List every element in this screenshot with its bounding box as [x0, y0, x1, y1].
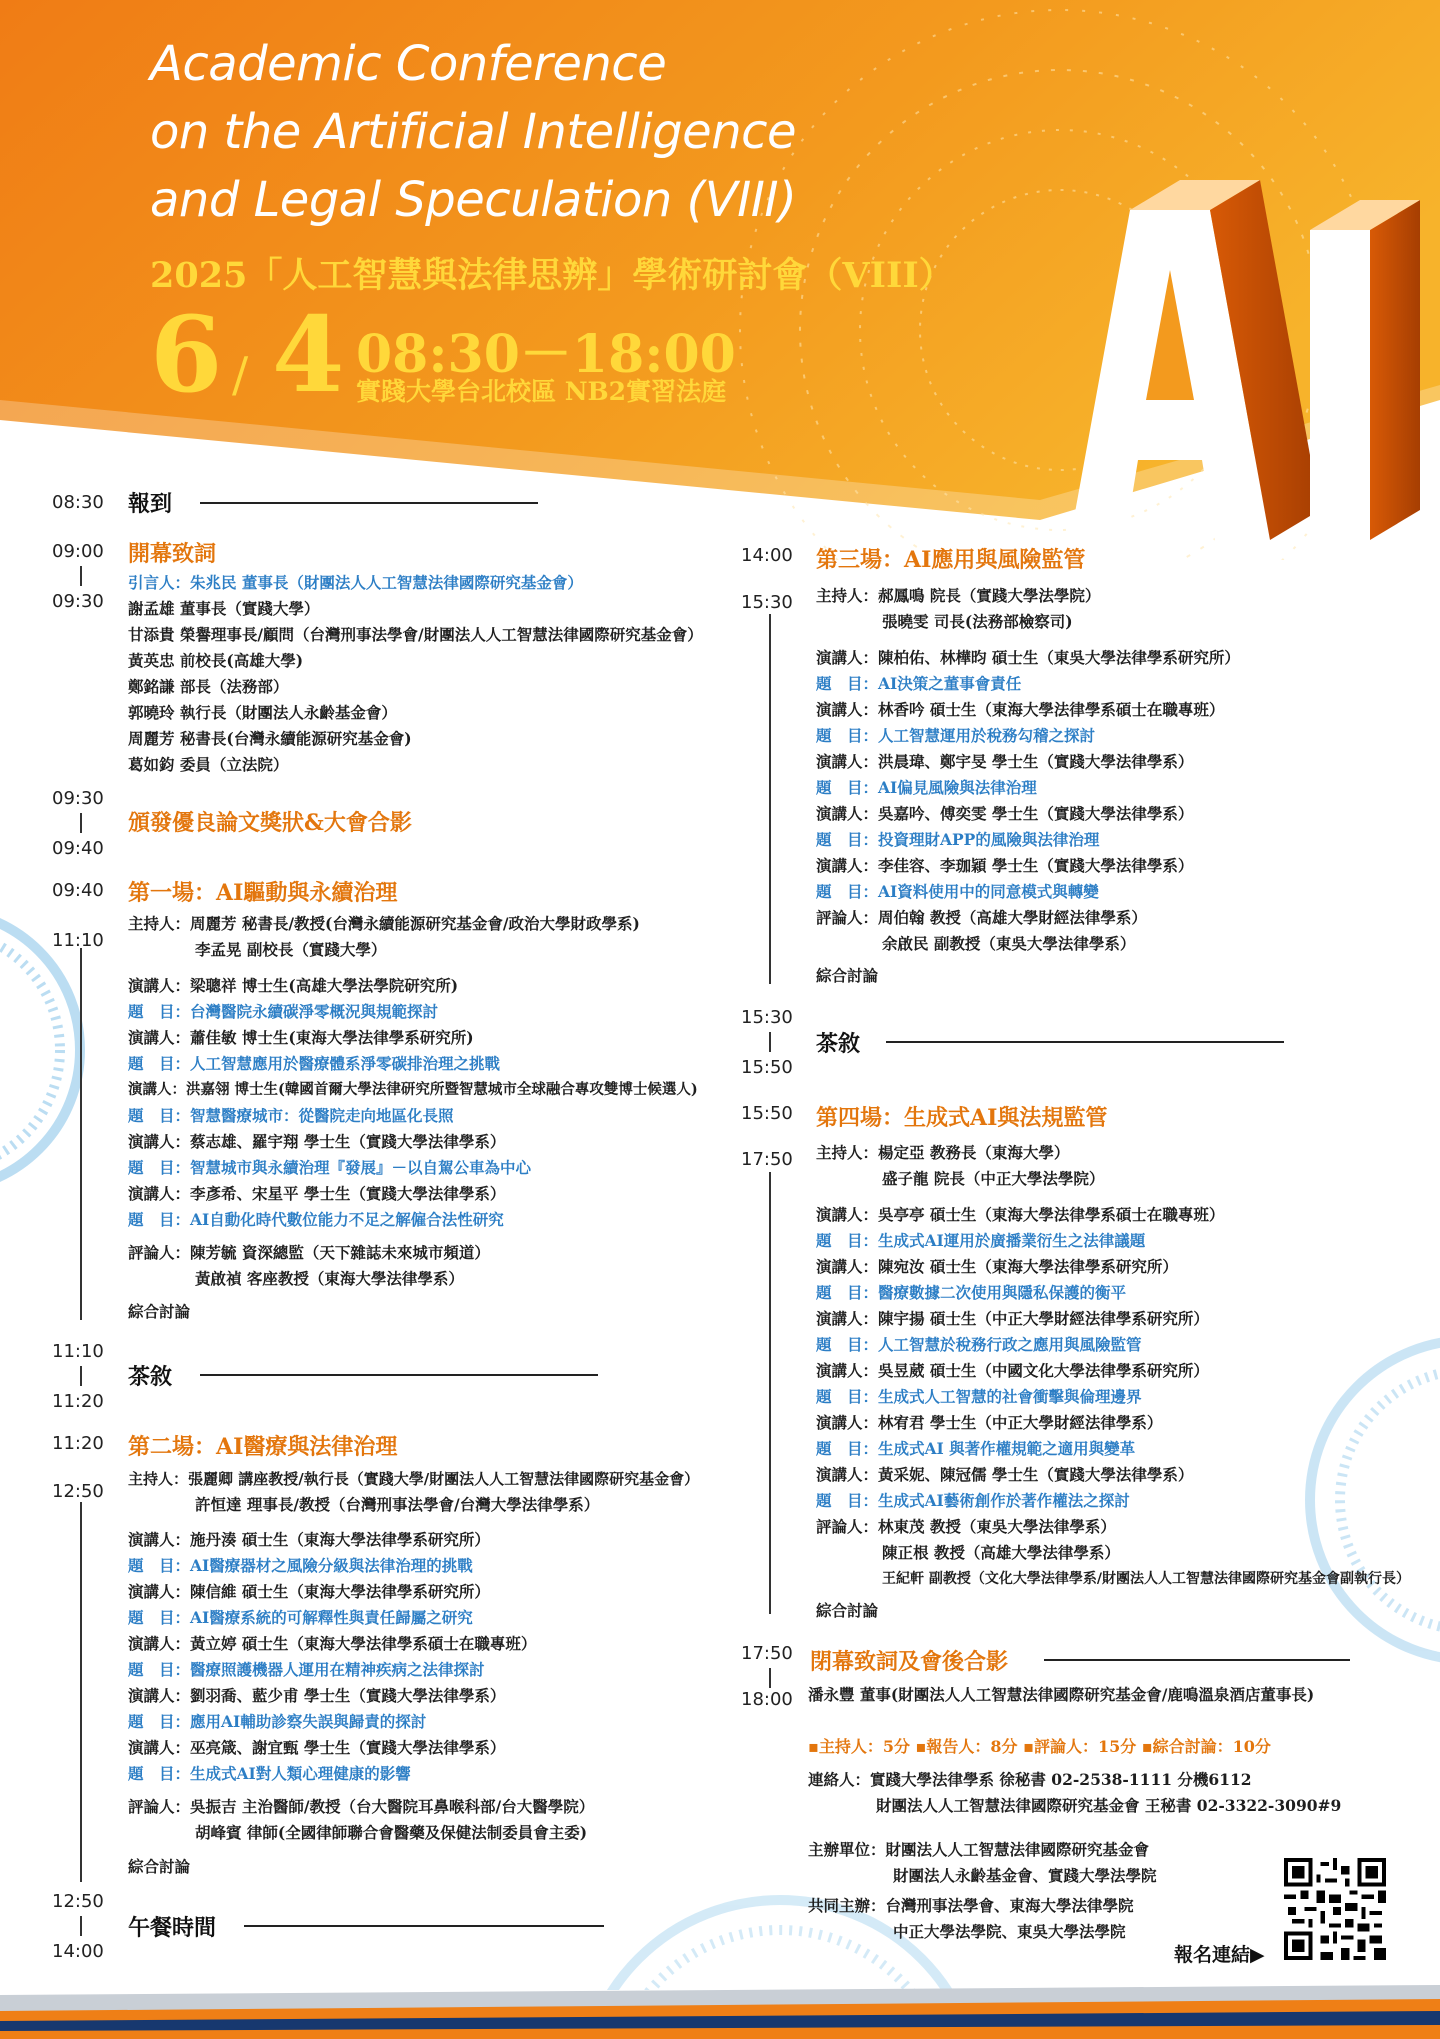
date-day: 4 [272, 293, 345, 416]
session1-speaker: 演講人：蔡志雄、羅宇翔 學士生（實踐大學法律學系） [128, 1132, 506, 1151]
session2-speaker: 演講人：陳信維 碩士生（東海大學法律學系研究所） [128, 1582, 490, 1601]
time-label: 11:20 [52, 1391, 104, 1412]
qr-code-icon[interactable] [1284, 1858, 1386, 1960]
timeline-line [769, 614, 771, 984]
session2-reviewer: 評論人：吳振吉 主治醫師/教授（台大醫院耳鼻喉科部/台大醫學院） [128, 1797, 595, 1816]
opening-speaker: 鄭銘謙 部長（法務部） [128, 677, 289, 696]
header-banner [0, 0, 1440, 560]
session1-speaker: 演講人：梁聰祥 博士生(高雄大學法學院研究所) [128, 976, 459, 995]
session1-reviewer: 黃啟禎 客座教授（東海大學法律學系） [195, 1269, 464, 1288]
session4-host: 盛子龍 院長（中正大學法學院） [882, 1169, 1105, 1188]
session2-topic: 題 目：AI醫療系統的可解釋性與責任歸屬之研究 [128, 1608, 473, 1627]
opening-speaker: 郭曉玲 執行長（財團法人永齡基金會） [128, 703, 397, 722]
contact-info: 連絡人：實踐大學法律學系 徐秘書 02-2538-1111 分機6112 [808, 1770, 1252, 1789]
time-label: 18:00 [741, 1689, 793, 1710]
tea-break-title: 茶敘 [816, 1031, 861, 1057]
co-organizer-info: 共同主辦：台灣刑事法學會、東海大學法律學院 [808, 1896, 1134, 1915]
session2-topic: 題 目：醫療照護機器人運用在精神疾病之法律探討 [128, 1660, 485, 1679]
session3-topic: 題 目：人工智慧運用於稅務勾稽之探討 [816, 726, 1096, 745]
opening-moderator: 引言人：朱兆民 董事長（財團法人人工智慧法律國際研究基金會） [128, 573, 583, 592]
event-time: 08:30－18:00 [356, 324, 736, 385]
registration-link[interactable]: 報名連結▶ [1174, 1944, 1265, 1966]
time-label: 14:00 [741, 545, 793, 566]
session3-speaker: 演講人：吳嘉吟、傅奕雯 學士生（實踐大學法律學系） [816, 804, 1194, 823]
ai-3d-logo-icon [1010, 150, 1440, 540]
session2-host: 主持人：張麗卿 講座教授/執行長（實踐大學/財團法人人工智慧法律國際研究基金會） [128, 1470, 700, 1488]
time-label: 09:30 [52, 788, 104, 809]
time-label: 09:00 [52, 541, 104, 562]
opening-speaker: 甘添貴 榮譽理事長/顧問（台灣刑事法學會/財團法人人工智慧法律國際研究基金會） [128, 625, 703, 644]
divider-line [244, 1925, 604, 1927]
organizer-info: 主辦單位：財團法人人工智慧法律國際研究基金會 [808, 1840, 1150, 1859]
session4-host: 主持人：楊定亞 教務長（東海大學） [816, 1143, 1070, 1162]
session4-speaker: 演講人：黃采妮、陳冠儒 學士生（實踐大學法律學系） [816, 1465, 1194, 1484]
session1-topic: 題 目：台灣醫院永續碳淨零概況與規範探討 [128, 1002, 439, 1021]
contact-info: 財團法人人工智慧法律國際研究基金會 王秘書 02-3322-3090#9 [876, 1796, 1342, 1815]
timeline-line [769, 1032, 771, 1052]
session4-topic: 題 目：人工智慧於稅務行政之應用與風險監管 [816, 1335, 1142, 1354]
session4-topic: 題 目：生成式AI 與著作權規範之適用與變革 [816, 1439, 1136, 1458]
session4-reviewer: 評論人：林東茂 教授（東吳大學法律學系） [816, 1517, 1116, 1536]
footer-wave-decoration [0, 1985, 1440, 2039]
session2-speaker: 演講人：劉羽喬、藍少甫 學士生（實踐大學法律學系） [128, 1686, 506, 1705]
session4-speaker: 演講人：吳亭亭 碩士生（東海大學法律學系碩士在職專班） [816, 1205, 1225, 1224]
session4-reviewer: 王紀軒 副教授（文化大學法律學系/財團法人人工智慧法律國際研究基金會副執行長） [882, 1571, 1410, 1587]
session2-discussion: 綜合討論 [128, 1857, 191, 1876]
time-label: 11:20 [52, 1433, 104, 1454]
session1-host: 主持人：周麗芳 秘書長/教授(台灣永續能源研究基金會/政治大學財政學系) [128, 914, 640, 933]
session3-topic: 題 目：AI決策之董事會責任 [816, 674, 1022, 693]
registration-title: 報到 [128, 491, 173, 517]
timeline-line [80, 1366, 82, 1386]
english-title-line: on the Artificial Intelligence [150, 104, 797, 160]
opening-speaker: 葛如鈞 委員（立法院） [128, 755, 289, 774]
session3-speaker: 演講人：洪晨瑋、鄭宇旻 學士生（實踐大學法律學系） [816, 752, 1194, 771]
timeline-line [80, 566, 82, 586]
session4-discussion: 綜合討論 [816, 1601, 879, 1620]
session2-title: 第二場：AI醫療與法律治理 [128, 1434, 398, 1460]
time-label: 14:00 [52, 1941, 104, 1962]
session3-speaker: 演講人：李佳容、李珈穎 學士生（實踐大學法律學系） [816, 856, 1194, 875]
session4-topic: 題 目：生成式AI藝術創作於著作權法之探討 [816, 1491, 1130, 1510]
time-allocation-note: ▪主持人：5分 ▪報告人：8分 ▪評論人：15分 ▪綜合討論：10分 [808, 1737, 1271, 1756]
opening-speaker: 周麗芳 秘書長(台灣永續能源研究基金會) [128, 729, 412, 748]
closing-speaker: 潘永豐 董事(財團法人人工智慧法律國際研究基金會/鹿鳴溫泉酒店董事長) [808, 1685, 1315, 1704]
session4-topic: 題 目：生成式人工智慧的社會衝擊與倫理邊界 [816, 1387, 1142, 1406]
english-title-line: Academic Conference [150, 36, 667, 92]
time-label: 11:10 [52, 1341, 104, 1362]
session1-topic: 題 目：智慧醫療城市：從醫院走向地區化長照 [128, 1106, 454, 1125]
session1-speaker: 演講人：洪嘉翎 博士生(韓國首爾大學法律研究所暨智慧城市全球融合專攻雙博士候選人) [128, 1081, 698, 1098]
session4-topic: 題 目：醫療數據二次使用與隱私保護的衡平 [816, 1283, 1127, 1302]
session2-topic: 題 目：AI醫療器材之風險分級與法律治理的挑戰 [128, 1556, 473, 1575]
session2-speaker: 演講人：巫亮箴、謝宜甄 學士生（實踐大學法律學系） [128, 1738, 506, 1757]
circular-arc-decoration-icon [1270, 1320, 1440, 1680]
session1-speaker: 演講人：李彥希、宋星平 學士生（實踐大學法律學系） [128, 1184, 506, 1203]
time-label: 12:50 [52, 1481, 104, 1502]
session1-topic: 題 目：人工智慧應用於醫療體系淨零碳排治理之挑戰 [128, 1054, 501, 1073]
opening-speaker: 謝孟雄 董事長（實踐大學） [128, 599, 320, 618]
event-venue: 實踐大學台北校區 NB2實習法庭 [356, 377, 727, 406]
opening-title: 開幕致詞 [128, 541, 217, 567]
award-title: 頒發優良論文獎狀&大會合影 [128, 810, 412, 836]
time-label: 09:40 [52, 838, 104, 859]
time-label: 15:50 [741, 1103, 793, 1124]
divider-line [886, 1041, 1284, 1043]
english-title [150, 30, 796, 234]
time-label: 15:30 [741, 1007, 793, 1028]
session2-topic: 題 目：應用AI輔助診察失誤與歸責的探討 [128, 1712, 427, 1731]
session1-topic: 題 目：AI自動化時代數位能力不足之解僱合法性研究 [128, 1210, 504, 1229]
session1-title: 第一場：AI驅動與永續治理 [128, 880, 398, 906]
divider-line [1044, 1659, 1350, 1661]
chinese-title: 2025「人工智慧與法律思辨」學術研討會（VIII） [150, 255, 954, 296]
timeline-line [80, 813, 82, 833]
closing-title: 閉幕致詞及會後合影 [810, 1649, 1009, 1675]
session2-speaker: 演講人：黃立婷 碩士生（東海大學法律學系碩士在職專班） [128, 1634, 537, 1653]
session3-speaker: 演講人：陳柏佑、林樺昀 碩士生（東吳大學法律學系研究所） [816, 648, 1240, 667]
date-slash: / [232, 347, 249, 403]
session4-speaker: 演講人：林宥君 學士生（中正大學財經法律學系） [816, 1413, 1163, 1432]
time-label: 15:30 [741, 592, 793, 613]
timeline-line [769, 1172, 771, 1614]
timeline-line [80, 1916, 82, 1936]
tea-break-title: 茶敘 [128, 1364, 173, 1390]
time-label: 08:30 [52, 492, 104, 513]
timeline-line [80, 948, 82, 1320]
time-label: 17:50 [741, 1149, 793, 1170]
date-month: 6 [150, 293, 223, 416]
divider-line [200, 1374, 598, 1376]
timeline-line [80, 1502, 82, 1882]
session4-speaker: 演講人：陳宛汝 碩士生（東海大學法律學系研究所） [816, 1257, 1178, 1276]
session3-host: 主持人：郝鳳鳴 院長（實踐大學法學院） [816, 586, 1101, 605]
session1-host: 李孟晃 副校長（實踐大學） [195, 940, 387, 959]
session3-reviewer: 評論人：周伯翰 教授（高雄大學財經法律學系） [816, 908, 1147, 927]
time-label: 09:30 [52, 591, 104, 612]
time-label: 11:10 [52, 930, 104, 951]
session3-topic: 題 目：投資理財APP的風險與法律治理 [816, 830, 1100, 849]
session3-topic: 題 目：AI資料使用中的同意模式與轉變 [816, 882, 1099, 901]
session3-speaker: 演講人：林香吟 碩士生（東海大學法律學系碩士在職專班） [816, 700, 1225, 719]
session3-topic: 題 目：AI偏見風險與法律治理 [816, 778, 1037, 797]
session3-host: 張曉雯 司長(法務部檢察司) [882, 612, 1073, 631]
session4-topic: 題 目：生成式AI運用於廣播業衍生之法律議題 [816, 1231, 1146, 1250]
session4-speaker: 演講人：陳宇揚 碩士生（中正大學財經法律學系研究所） [816, 1309, 1209, 1328]
session1-speaker: 演講人：蕭佳敏 博士生(東海大學法律學系研究所) [128, 1028, 474, 1047]
co-organizer-info: 中正大學法學院、東吳大學法學院 [893, 1922, 1126, 1941]
organizer-info: 財團法人永齡基金會、實踐大學法學院 [893, 1866, 1157, 1885]
session2-topic: 題 目：生成式AI對人類心理健康的影響 [128, 1764, 411, 1783]
session2-speaker: 演講人：施丹湊 碩士生（東海大學法律學系研究所） [128, 1530, 490, 1549]
lunch-title: 午餐時間 [128, 1915, 217, 1941]
session3-reviewer: 余啟民 副教授（東吳大學法律學系） [882, 934, 1136, 953]
session4-title: 第四場：生成式AI與法規監管 [816, 1105, 1108, 1131]
timeline-line [769, 1668, 771, 1688]
time-label: 12:50 [52, 1891, 104, 1912]
opening-speaker: 黃英忠 前校長(高雄大學) [128, 651, 304, 670]
time-label: 17:50 [741, 1643, 793, 1664]
session3-discussion: 綜合討論 [816, 966, 879, 985]
session3-title: 第三場：AI應用與風險監管 [816, 547, 1086, 573]
session2-reviewer: 胡峰賓 律師(全國律師聯合會醫藥及保健法制委員會主委) [195, 1823, 588, 1842]
divider-line [200, 502, 538, 504]
session4-reviewer: 陳正根 教授（高雄大學法律學系） [882, 1543, 1120, 1562]
time-label: 15:50 [741, 1057, 793, 1078]
session4-speaker: 演講人：吳昱葳 碩士生（中國文化大學法律學系研究所） [816, 1361, 1209, 1380]
session1-reviewer: 評論人：陳芳毓 資深總監（天下雜誌未來城市頻道） [128, 1243, 490, 1262]
time-label: 09:40 [52, 880, 104, 901]
english-title-line: and Legal Speculation (VIII) [150, 172, 797, 228]
session2-host: 許恒達 理事長/教授（台灣刑事法學會/台灣大學法律學系） [195, 1495, 600, 1514]
session1-discussion: 綜合討論 [128, 1302, 191, 1321]
session1-topic: 題 目：智慧城市與永續治理『發展』－以自駕公車為中心 [128, 1158, 532, 1177]
